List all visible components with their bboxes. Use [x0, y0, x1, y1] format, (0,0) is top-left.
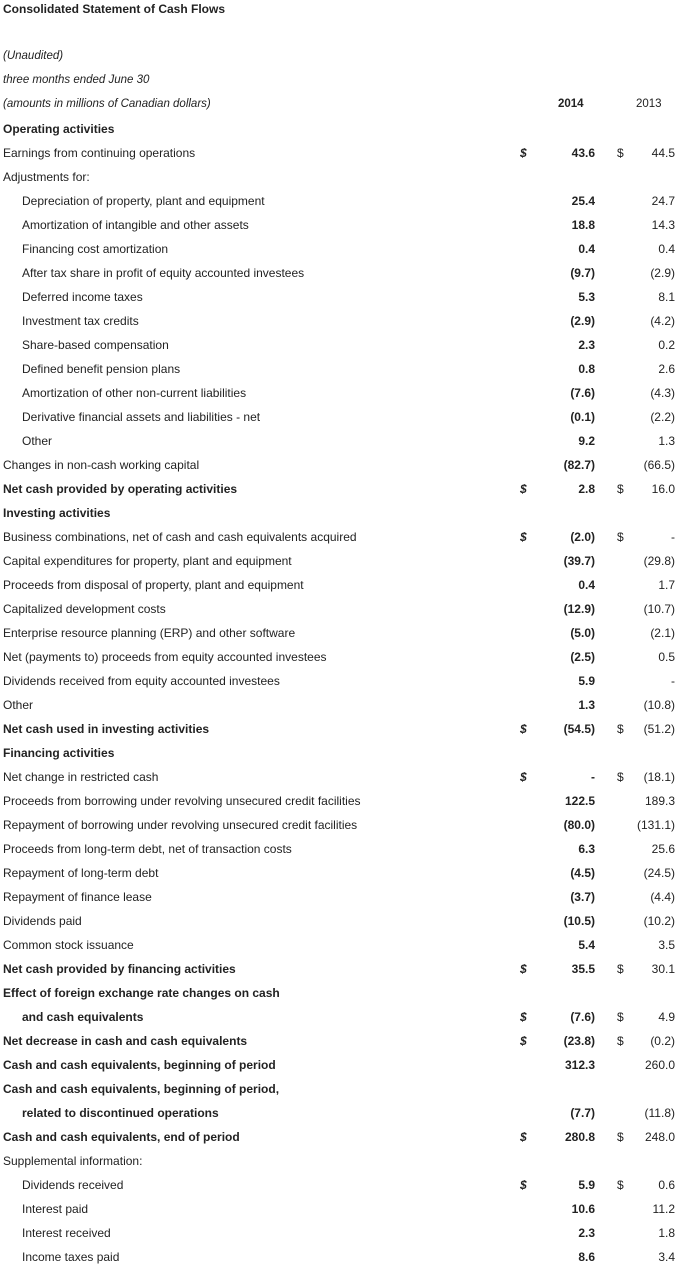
value-2013: (0.2) — [650, 1034, 675, 1048]
table-row — [0, 794, 690, 818]
value-2014: (3.7) — [570, 890, 595, 904]
row-label: Dividends received — [22, 1178, 124, 1192]
value-2013: 44.5 — [651, 146, 675, 160]
value-2014: 5.4 — [578, 938, 595, 952]
value-2014: 0.4 — [578, 242, 595, 256]
row-label: Capital expenditures for property, plant and equipment — [3, 554, 292, 568]
value-2014: (2.0) — [570, 530, 595, 544]
table-row — [0, 458, 690, 482]
value-2014: (5.0) — [570, 626, 595, 640]
period-note: three months ended June 30 — [3, 74, 150, 86]
units-note: (amounts in millions of Canadian dollars) — [3, 98, 211, 110]
row-label: Deferred income taxes — [22, 290, 143, 304]
currency-symbol-2014: $ — [520, 1034, 527, 1048]
value-2014: (7.6) — [570, 1010, 595, 1024]
value-2013: 4.9 — [658, 1010, 675, 1024]
row-label: After tax share in profit of equity accounted investees — [22, 266, 305, 280]
value-2014: 5.3 — [578, 290, 595, 304]
value-2013: 25.6 — [651, 842, 675, 856]
row-label: Interest paid — [22, 1202, 89, 1216]
value-2014: 18.8 — [571, 218, 595, 232]
value-2014: (54.5) — [563, 722, 595, 736]
currency-symbol-2014: $ — [520, 722, 527, 736]
table-row — [0, 1106, 690, 1130]
table-row — [0, 866, 690, 890]
row-label: Net cash provided by operating activities — [3, 482, 238, 496]
value-2014: - — [591, 770, 595, 784]
value-2013: (10.7) — [643, 602, 675, 616]
value-2013: 260.0 — [644, 1058, 675, 1072]
row-label: Dividends paid — [3, 914, 82, 928]
table-row — [0, 170, 690, 194]
row-label: Income taxes paid — [22, 1250, 120, 1264]
value-2014: (7.7) — [570, 1106, 595, 1120]
row-label: Changes in non-cash working capital — [3, 458, 200, 472]
value-2014: (23.8) — [563, 1034, 595, 1048]
value-2014: (2.5) — [570, 650, 595, 664]
row-label: Amortization of intangible and other assets — [22, 218, 249, 232]
table-row — [0, 290, 690, 314]
currency-symbol-2013: $ — [617, 722, 624, 736]
table-row — [0, 338, 690, 362]
row-label: Net cash used in investing activities — [3, 722, 210, 736]
value-2014: 2.3 — [578, 1226, 595, 1240]
value-2013: (4.4) — [650, 890, 675, 904]
value-2014: (82.7) — [563, 458, 595, 472]
value-2014: 43.6 — [571, 146, 595, 160]
value-2013: 30.1 — [651, 962, 675, 976]
value-2014: 6.3 — [578, 842, 595, 856]
table-row — [0, 122, 690, 146]
value-2013: 0.5 — [658, 650, 675, 664]
currency-symbol-2014: $ — [520, 1010, 527, 1024]
column-header-2013: 2013 — [636, 98, 662, 110]
value-2013: 14.3 — [651, 218, 675, 232]
value-2014: 5.9 — [578, 1178, 595, 1192]
currency-symbol-2013: $ — [617, 962, 624, 976]
table-row — [0, 1010, 690, 1034]
value-2013: 24.7 — [651, 194, 675, 208]
table-row — [0, 242, 690, 266]
table-row — [0, 746, 690, 770]
table-row — [0, 722, 690, 746]
table-row — [0, 386, 690, 410]
value-2013: 2.6 — [658, 362, 675, 376]
row-label: Cash and cash equivalents, end of period — [3, 1130, 240, 1144]
value-2014: 122.5 — [564, 794, 595, 808]
value-2013: (24.5) — [643, 866, 675, 880]
row-label: Earnings from continuing operations — [3, 146, 196, 160]
value-2013: (10.2) — [643, 914, 675, 928]
row-label: Defined benefit pension plans — [22, 362, 181, 376]
table-row — [0, 482, 690, 506]
table-row — [0, 650, 690, 674]
value-2013: 0.4 — [658, 242, 675, 256]
row-label: Net (payments to) proceeds from equity accounted investees — [3, 650, 327, 664]
table-row — [0, 986, 690, 1010]
value-2013: - — [671, 530, 675, 544]
table-row — [0, 1130, 690, 1154]
value-2014: (10.5) — [563, 914, 595, 928]
value-2014: 10.6 — [571, 1202, 595, 1216]
value-2013: (4.3) — [650, 386, 675, 400]
value-2014: 9.2 — [578, 434, 595, 448]
row-label: Cash and cash equivalents, beginning of period, — [3, 1082, 280, 1096]
table-row — [0, 1058, 690, 1082]
row-label: Amortization of other non-current liabilities — [22, 386, 247, 400]
row-label: Repayment of finance lease — [3, 890, 152, 904]
row-label: Enterprise resource planning (ERP) and other software — [3, 626, 296, 640]
value-2013: 8.1 — [658, 290, 675, 304]
value-2013: (2.1) — [650, 626, 675, 640]
value-2014: 5.9 — [578, 674, 595, 688]
column-header-2014: 2014 — [558, 98, 584, 110]
value-2013: (66.5) — [643, 458, 675, 472]
table-row — [0, 530, 690, 554]
table-row — [0, 674, 690, 698]
value-2013: (131.1) — [636, 818, 675, 832]
value-2014: (80.0) — [563, 818, 595, 832]
row-label: Repayment of borrowing under revolving unsecured credit facilities — [3, 818, 358, 832]
row-label: and cash equivalents — [22, 1010, 144, 1024]
row-label: Proceeds from long-term debt, net of transaction costs — [3, 842, 292, 856]
value-2013: 248.0 — [644, 1130, 675, 1144]
value-2014: (0.1) — [570, 410, 595, 424]
value-2014: 1.3 — [578, 698, 595, 712]
table-row — [0, 146, 690, 170]
value-2013: 3.4 — [658, 1250, 675, 1264]
value-2014: 35.5 — [571, 962, 595, 976]
value-2014: (12.9) — [563, 602, 595, 616]
table-row — [0, 770, 690, 794]
row-label: related to discontinued operations — [22, 1106, 219, 1120]
value-2013: (10.8) — [643, 698, 675, 712]
table-row — [0, 1226, 690, 1250]
row-label: Interest received — [22, 1226, 111, 1240]
table-row — [0, 266, 690, 290]
value-2013: (2.9) — [650, 266, 675, 280]
value-2014: 312.3 — [564, 1058, 595, 1072]
table-row — [0, 698, 690, 722]
table-row — [0, 962, 690, 986]
table-row — [0, 938, 690, 962]
table-row — [0, 914, 690, 938]
currency-symbol-2014: $ — [520, 1130, 527, 1144]
table-row — [0, 578, 690, 602]
row-label: Financing activities — [3, 746, 115, 760]
value-2014: 280.8 — [564, 1130, 595, 1144]
value-2013: 1.3 — [658, 434, 675, 448]
value-2013: 0.2 — [658, 338, 675, 352]
value-2013: (29.8) — [643, 554, 675, 568]
table-row — [0, 1202, 690, 1226]
currency-symbol-2014: $ — [520, 1178, 527, 1192]
value-2013: (4.2) — [650, 314, 675, 328]
table-row — [0, 362, 690, 386]
row-label: Net change in restricted cash — [3, 770, 159, 784]
row-label: Operating activities — [3, 122, 115, 136]
value-2014: 2.3 — [578, 338, 595, 352]
table-row — [0, 602, 690, 626]
row-label: Net cash provided by financing activities — [3, 962, 236, 976]
value-2014: (9.7) — [570, 266, 595, 280]
value-2013: (11.8) — [644, 1106, 675, 1120]
table-row — [0, 314, 690, 338]
row-label: Investing activities — [3, 506, 111, 520]
currency-symbol-2013: $ — [617, 482, 624, 496]
value-2013: 3.5 — [658, 938, 675, 952]
row-label: Cash and cash equivalents, beginning of period — [3, 1058, 276, 1072]
table-row — [0, 1178, 690, 1202]
currency-symbol-2013: $ — [617, 1010, 624, 1024]
table-row — [0, 1082, 690, 1106]
row-label: Derivative financial assets and liabilities - net — [22, 410, 261, 424]
value-2014: 0.4 — [578, 578, 595, 592]
table-row — [0, 506, 690, 530]
row-label: Other — [3, 698, 34, 712]
value-2013: (51.2) — [643, 722, 675, 736]
value-2013: 0.6 — [658, 1178, 675, 1192]
currency-symbol-2014: $ — [520, 530, 527, 544]
row-label: Net decrease in cash and cash equivalents — [3, 1034, 248, 1048]
currency-symbol-2014: $ — [520, 146, 527, 160]
table-row — [0, 626, 690, 650]
value-2014: (7.6) — [570, 386, 595, 400]
row-label: Common stock issuance — [3, 938, 134, 952]
row-label: Business combinations, net of cash and cash equivalents acquired — [3, 530, 357, 544]
value-2014: 0.8 — [578, 362, 595, 376]
value-2013: - — [671, 674, 675, 688]
value-2014: (4.5) — [570, 866, 595, 880]
currency-symbol-2013: $ — [617, 530, 624, 544]
value-2014: 25.4 — [571, 194, 595, 208]
table-row — [0, 818, 690, 842]
value-2013: 1.8 — [658, 1226, 675, 1240]
row-label: Capitalized development costs — [3, 602, 166, 616]
currency-symbol-2014: $ — [520, 482, 527, 496]
row-label: Other — [22, 434, 53, 448]
currency-symbol-2013: $ — [617, 146, 624, 160]
unaudited-note: (Unaudited) — [3, 50, 64, 62]
value-2013: 1.7 — [658, 578, 675, 592]
table-row — [0, 890, 690, 914]
value-2013: 16.0 — [651, 482, 675, 496]
row-label: Financing cost amortization — [22, 242, 169, 256]
value-2013: 189.3 — [644, 794, 675, 808]
row-label: Effect of foreign exchange rate changes on cash — [3, 986, 280, 1000]
value-2013: (18.1) — [643, 770, 675, 784]
value-2014: (2.9) — [570, 314, 595, 328]
row-label: Adjustments for: — [3, 170, 90, 184]
currency-symbol-2013: $ — [617, 770, 624, 784]
row-label: Supplemental information: — [3, 1154, 143, 1168]
currency-symbol-2013: $ — [617, 1130, 624, 1144]
statement-title: Consolidated Statement of Cash Flows — [3, 2, 226, 16]
currency-symbol-2013: $ — [617, 1034, 624, 1048]
row-label: Proceeds from borrowing under revolving unsecured credit facilities — [3, 794, 361, 808]
table-row — [0, 218, 690, 242]
table-row — [0, 194, 690, 218]
table-row — [0, 410, 690, 434]
currency-symbol-2013: $ — [617, 1178, 624, 1192]
currency-symbol-2014: $ — [520, 962, 527, 976]
row-label: Dividends received from equity accounted investees — [3, 674, 280, 688]
value-2014: 8.6 — [578, 1250, 595, 1264]
value-2014: (39.7) — [563, 554, 595, 568]
value-2013: 11.2 — [652, 1202, 675, 1216]
row-label: Depreciation of property, plant and equipment — [22, 194, 265, 208]
row-label: Proceeds from disposal of property, plant and equipment — [3, 578, 304, 592]
row-label: Investment tax credits — [22, 314, 139, 328]
row-label: Share-based compensation — [22, 338, 169, 352]
table-row — [0, 842, 690, 866]
currency-symbol-2014: $ — [520, 770, 527, 784]
row-label: Repayment of long-term debt — [3, 866, 159, 880]
table-row — [0, 434, 690, 458]
value-2014: 2.8 — [578, 482, 595, 496]
value-2013: (2.2) — [650, 410, 675, 424]
table-row — [0, 1034, 690, 1058]
table-row — [0, 1154, 690, 1178]
table-row — [0, 554, 690, 578]
table-row — [0, 1250, 690, 1274]
